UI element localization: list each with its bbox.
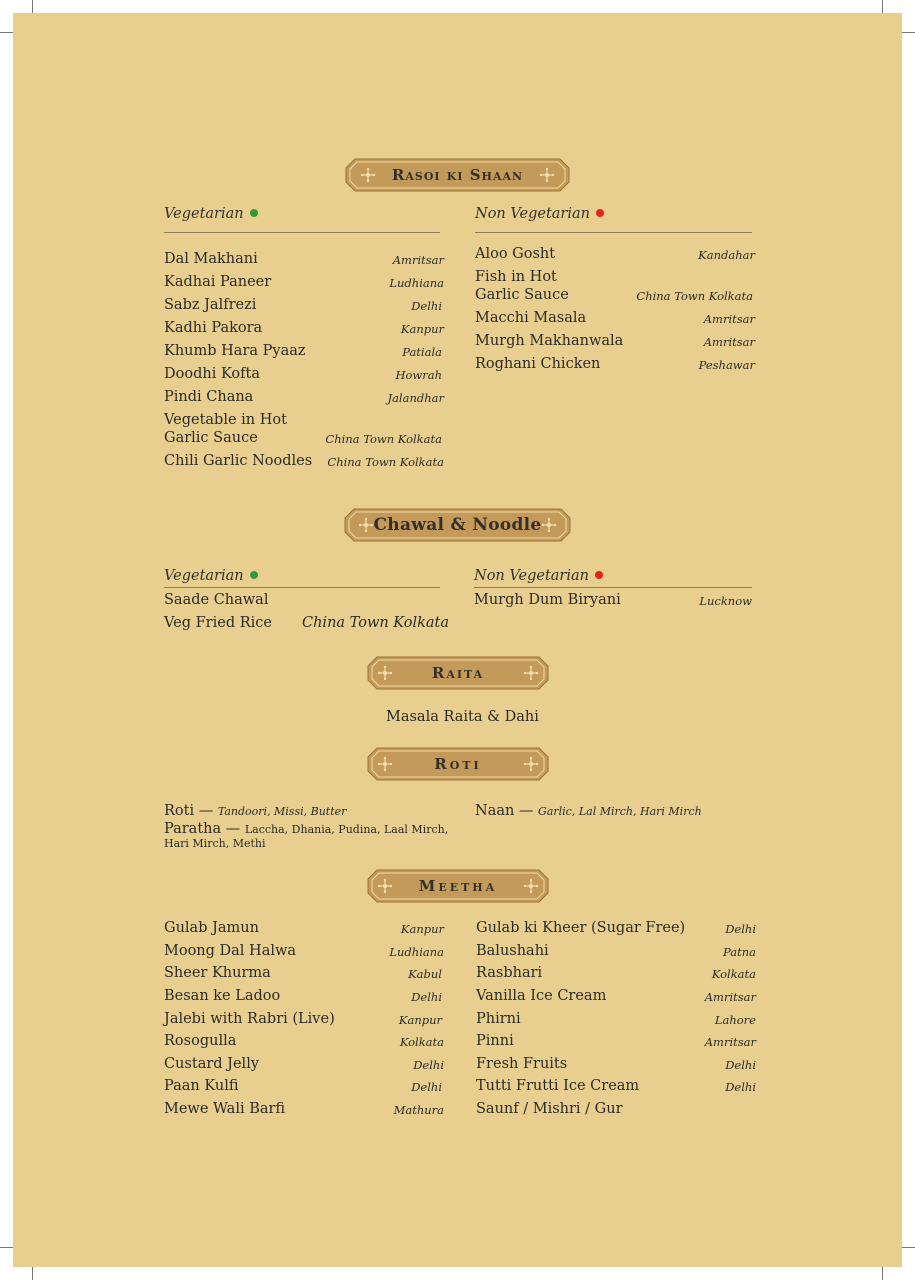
nonveg-subheading	[475, 206, 604, 222]
dish-name: Doodhi Kofta	[164, 366, 260, 382]
dish-origin: Amritsar	[704, 1035, 756, 1049]
roti-line	[164, 802, 346, 821]
dish-name: Pinni	[476, 1033, 514, 1049]
ornament-icon	[523, 665, 539, 681]
dish-origin: Kolkata	[711, 967, 756, 981]
dish-name: Murgh Dum Biryani	[474, 592, 621, 608]
veg-subheading	[164, 568, 258, 584]
raita-item: Masala Raita & Dahi	[386, 709, 539, 725]
ornament-icon	[377, 878, 393, 894]
dish-name: Vanilla Ice Cream	[476, 988, 607, 1004]
naan-name: Naan —	[475, 803, 534, 819]
dish-name: Aloo Gosht	[475, 246, 556, 262]
section-header-raita	[367, 656, 549, 690]
dish-origin: Kabul	[408, 967, 442, 981]
section-title: Roti	[434, 755, 482, 773]
dish-name: Macchi Masala	[475, 310, 587, 326]
dish-name: Custard Jelly	[164, 1056, 260, 1072]
dish-name: Balushahi	[476, 943, 549, 959]
menu-page	[13, 13, 902, 1267]
nonveg-label: Non Vegetarian	[474, 568, 589, 584]
section-title: Rasoi ki Shaan	[391, 166, 524, 184]
dish-origin: Amritsar	[392, 253, 444, 267]
ornament-icon	[523, 756, 539, 772]
dish-name: Khumb Hara Pyaaz	[164, 343, 306, 359]
dish-name: Saade Chawal	[164, 592, 269, 608]
veg-subheading	[164, 206, 258, 222]
dish-origin: Kanpur	[400, 322, 444, 336]
dish-origin: Lucknow	[699, 594, 752, 608]
dish-name: Rosogulla	[164, 1033, 237, 1049]
dish-origin: Delhi	[411, 990, 442, 1004]
dish-origin: China Town Kolkata	[302, 615, 450, 631]
dish-origin: China Town Kolkata	[636, 289, 753, 303]
dish-origin: Delhi	[411, 1080, 442, 1094]
divider	[164, 587, 440, 588]
veg-dot-icon	[250, 209, 258, 217]
veg-dot-icon	[250, 571, 258, 579]
veg-label: Vegetarian	[164, 568, 244, 584]
dish-name: Fresh Fruits	[476, 1056, 568, 1072]
nonveg-dot-icon	[595, 571, 603, 579]
divider	[475, 232, 752, 233]
dish-origin: Kolkata	[399, 1035, 444, 1049]
section-title: Raita	[431, 664, 485, 682]
nonveg-subheading	[474, 568, 603, 584]
roti-detail: Tandoori, Missi, Butter	[217, 805, 347, 818]
dish-name: Tutti Frutti Ice Cream	[476, 1078, 640, 1094]
ornament-icon	[377, 665, 393, 681]
dish-name: Sabz Jalfrezi	[164, 297, 257, 313]
dish-name: Besan ke Ladoo	[164, 988, 281, 1004]
section-header-roti	[367, 747, 549, 781]
dish-name-cont: Garlic Sauce	[164, 430, 258, 446]
dish-origin: Amritsar	[703, 335, 755, 349]
dish-origin: Ludhiana	[389, 276, 444, 290]
dish-origin: Jalandhar	[387, 391, 444, 405]
dish-name: Veg Fried Rice	[164, 615, 272, 631]
dish-origin: Delhi	[725, 1058, 756, 1072]
dish-origin: Howrah	[395, 368, 442, 382]
section-title: Chawal & Noodle	[373, 515, 542, 535]
dish-origin: Kandahar	[698, 248, 755, 262]
section-header-rasoi	[345, 158, 570, 192]
dish-name: Rasbhari	[476, 965, 543, 981]
naan-detail: Garlic, Lal Mirch, Hari Mirch	[538, 805, 702, 818]
nonveg-label: Non Vegetarian	[475, 206, 590, 222]
dish-name: Chili Garlic Noodles	[164, 453, 313, 469]
dish-name: Pindi Chana	[164, 389, 254, 405]
ornament-icon	[523, 878, 539, 894]
dish-origin: Lahore	[714, 1013, 756, 1027]
dish-origin: Ludhiana	[389, 945, 444, 959]
dish-name-cont: Garlic Sauce	[475, 287, 569, 303]
dish-name: Paan Kulfi	[164, 1078, 239, 1094]
dish-origin: Delhi	[725, 922, 756, 936]
section-header-chawal	[344, 508, 571, 542]
roti-name: Roti —	[164, 803, 214, 819]
dish-name: Murgh Makhanwala	[475, 333, 624, 349]
dish-name: Vegetable in Hot	[164, 412, 287, 428]
dish-origin: Kanpur	[400, 922, 444, 936]
ornament-icon	[541, 517, 557, 533]
dish-origin: Kanpur	[398, 1013, 442, 1027]
dish-origin: Peshawar	[698, 358, 755, 372]
dish-name: Dal Makhani	[164, 251, 258, 267]
dish-name: Fish in Hot	[475, 269, 557, 285]
dish-name: Kadhi Pakora	[164, 320, 263, 336]
nonveg-dot-icon	[596, 209, 604, 217]
paratha-detail-cont: Hari Mirch, Methi	[164, 837, 266, 850]
section-header-meetha	[367, 869, 549, 903]
dish-name: Saunf / Mishri / Gur	[476, 1101, 623, 1117]
ornament-icon	[539, 167, 555, 183]
section-title: Meetha	[418, 877, 498, 895]
dish-origin: Amritsar	[703, 312, 755, 326]
ornament-icon	[358, 517, 374, 533]
dish-origin: Amritsar	[704, 990, 756, 1004]
paratha-detail: Laccha, Dhania, Pudina, Laal Mirch,	[244, 823, 449, 836]
dish-origin: Patna	[723, 945, 756, 959]
divider	[164, 232, 440, 233]
dish-origin: Delhi	[413, 1058, 444, 1072]
dish-name: Gulab ki Kheer (Sugar Free)	[476, 920, 686, 936]
dish-origin: China Town Kolkata	[327, 455, 444, 469]
divider	[474, 587, 752, 588]
dish-name: Kadhai Paneer	[164, 274, 272, 290]
dish-name: Jalebi with Rabri (Live)	[164, 1011, 335, 1027]
dish-name: Roghani Chicken	[475, 356, 601, 372]
dish-name: Gulab Jamun	[164, 920, 259, 936]
naan-line	[475, 802, 702, 821]
dish-origin: Delhi	[725, 1080, 756, 1094]
ornament-icon	[377, 756, 393, 772]
dish-name: Sheer Khurma	[164, 965, 271, 981]
dish-origin: Delhi	[411, 299, 442, 313]
dish-name: Phirni	[476, 1011, 521, 1027]
dish-name: Mewe Wali Barfi	[164, 1101, 286, 1117]
dish-origin: Mathura	[393, 1103, 444, 1117]
dish-origin: Patiala	[402, 345, 442, 359]
paratha-name: Paratha —	[164, 821, 241, 837]
veg-label: Vegetarian	[164, 206, 244, 222]
dish-origin: China Town Kolkata	[325, 432, 442, 446]
ornament-icon	[360, 167, 376, 183]
dish-name: Moong Dal Halwa	[164, 943, 297, 959]
